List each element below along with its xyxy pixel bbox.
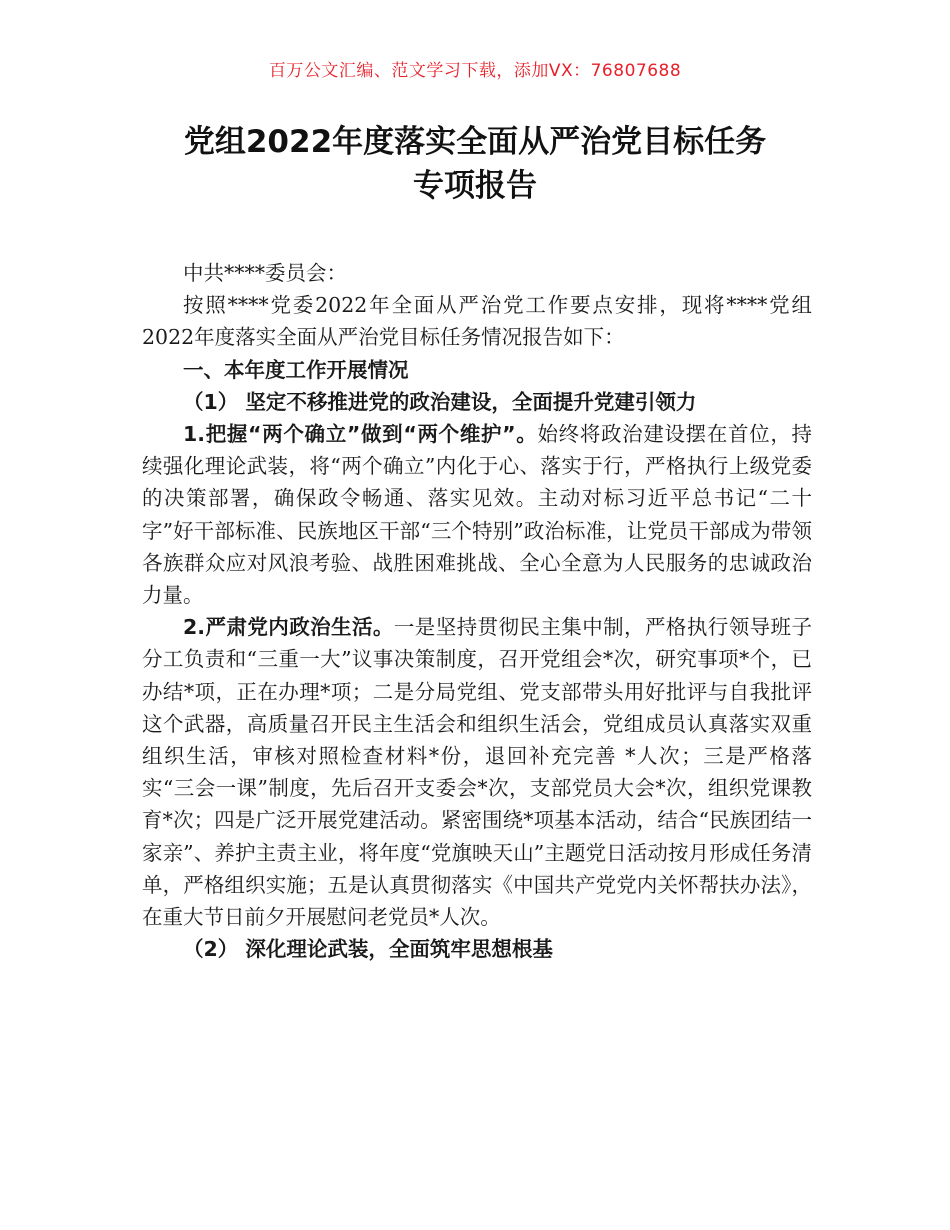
document-title-line2: 专项报告 xyxy=(413,168,537,204)
item-1-lead: 1.把握“两个确立”做到“两个维护”。 xyxy=(183,422,538,447)
intro-paragraph: 按照****党委2022年全面从严治党工作要点安排，现将****党组2022年度落实全面从严治党目标任务情况报告如下： xyxy=(142,293,812,350)
document-title-line1: 党组2022年度落实全面从严治党目标任务 xyxy=(183,124,767,160)
paragraph-item-1 xyxy=(142,418,812,611)
section-heading: 一、本年度工作开展情况 xyxy=(183,357,409,382)
item-2-lead: 2.严肃党内政治生活。 xyxy=(183,615,394,640)
subsection-heading-2: （2） 深化理论武装，全面筑牢思想根基 xyxy=(183,937,553,962)
subsection-heading-1: （1） 坚定不移推进党的政治建设，全面提升党建引领力 xyxy=(183,389,697,414)
item-1-text: 始终将政治建设摆在首位，持续强化理论武装，将“两个确立”内化于心、落实于行，严格执行上级党委的决策部署，确保政令畅通、落实见效。主动对标习近平总书记“二十字”好干部标准、民族地区干部“三个特别”政治标准，让党员干部成为带领各族群众应对风浪考验、战胜困难挑战、全心全意为人民服务的忠诚政治力量。 xyxy=(142,422,813,608)
document-body xyxy=(142,257,812,965)
promo-banner: 百万公文汇编、范文学习下载，添加VX：76807688 xyxy=(268,61,682,81)
paragraph-item-2 xyxy=(142,611,812,933)
item-2-text: 一是坚持贯彻民主集中制，严格执行领导班子分工负责和“三重一大”议事决策制度，召开党组会*次，研究事项*个，已办结*项，正在办理*项；二是分局党组、党支部带头用好批评与自我批评这个武器，高质量召开民主生活会和组织生活会，党组成员认真落实双重组织生活，审核对照检查材料*份，退回补充完善 *人次；三是严格落实“三会一课”制度，先后召开支委会*次，支部党员大会*次，组织党课教育*次；四是广泛开展党建活动。紧密围绕*项基本活动，结合“民族团结一家亲”、养护主责主业，将年度“党旗映天山”主题党日活动按月形成任务清单，严格组织实施；五是认真贯彻落实《中国共产党党内关怀帮扶办法》，在重大节日前夕开展慰问老党员*人次。 xyxy=(142,615,812,930)
salutation: 中共****委员会： xyxy=(183,261,347,285)
